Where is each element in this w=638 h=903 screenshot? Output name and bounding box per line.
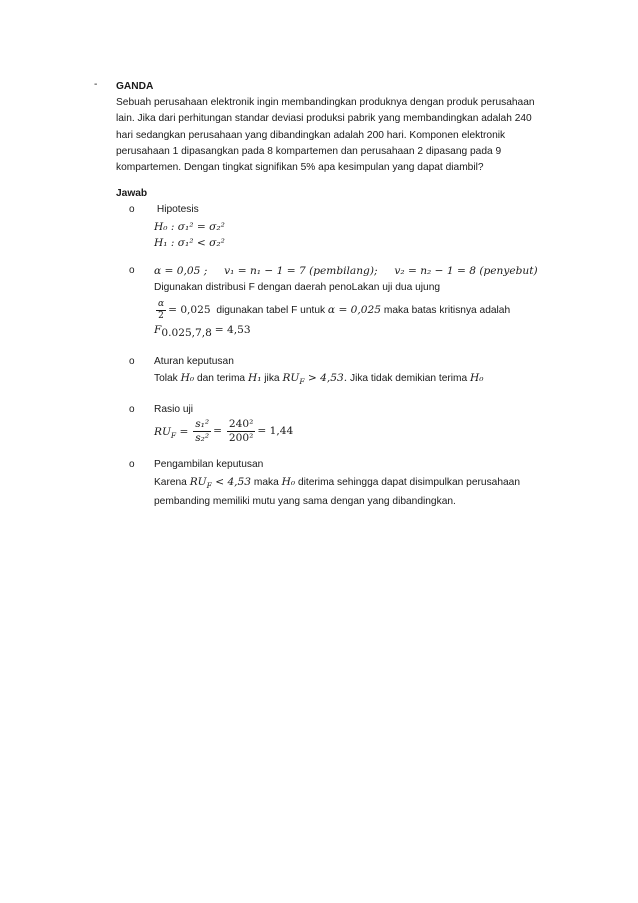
problem-line: kompartemen. Dengan tingkat signifikan 5% apa kesimpulan yang dapat diambil? <box>116 162 484 174</box>
half-alpha-fraction: $\frac{\alpha}{2}$ <box>158 299 165 322</box>
parameter-line <box>154 263 576 280</box>
f-critical-line: $F_{0.025,7,8} = 4,53$ <box>154 324 251 340</box>
problem-statement <box>116 95 576 176</box>
step-rasio-uji <box>116 402 576 445</box>
numeric-fraction: $\frac{\text{240²}}{\text{200²}}$ <box>228 418 254 445</box>
hypothesis-h0: H₀ : σ₁² = σ₂² <box>154 220 225 233</box>
conclusion-line: pembanding memiliki mutu yang sama dengan yang dibandingkan. <box>154 495 456 507</box>
problem-line: lain. Jika dari perhitungan standar deviasi produksi pabrik yang membandingkan adalah 240 <box>116 113 532 125</box>
v2-value: v₂ = n₂ − 1 = 8 (penyebut) <box>394 265 538 278</box>
bullet-icon: o <box>129 265 135 277</box>
conclusion-line: Karena $RU_F < 4,53$ maka H₀ diterima sehingga dapat disimpulkan perusahaan <box>154 475 520 490</box>
bullet-icon: o <box>129 459 135 471</box>
distribution-note: Digunakan distribusi F dengan daerah penoLakan uji dua ujung <box>154 282 441 294</box>
bullet-icon: o <box>129 204 135 216</box>
step-label: Pengambilan keputusan <box>154 459 264 471</box>
problem-line: Sebuah perusahaan elektronik ingin membandingkan produknya dengan produk perusahaan <box>116 97 535 109</box>
answer-label: Jawab <box>116 188 148 200</box>
half-alpha-line: $\frac{\alpha}{2}$ = 0,025 digunakan tabel F untuk α = 0,025 maka batas kritisnya adalah <box>158 299 511 322</box>
step-hipotesis <box>116 202 576 251</box>
hypothesis-h1: H₁ : σ₁² < σ₂² <box>154 236 225 249</box>
alpha-value: α = 0,05 ; <box>154 265 208 278</box>
decision-rule: Tolak H₀ dan terima H₁ jika $RU_F > 4,53$. Jika tidak demikian terima H₀ <box>154 371 484 386</box>
step-aturan-keputusan <box>116 354 576 391</box>
problem-line: perusahaan 1 dipasangkan pada 8 kompartemen dan perusahaan 2 dipasang pada 9 <box>116 145 502 157</box>
list-marker: - <box>94 79 98 90</box>
section-heading: GANDA <box>116 81 154 92</box>
step-label: Hipotesis <box>156 204 199 216</box>
variance-fraction: $\frac{\text{s₁²}}{\text{s₂²}}$ <box>195 418 210 445</box>
step-parameters <box>116 263 576 342</box>
bullet-icon: o <box>129 404 135 416</box>
test-ratio-formula: $RU_F$ = $\frac{\text{s₁²}}{\text{s₂²}}$ = $\frac{\text{240²}}{\text{200²}}$ = 1,44 <box>154 418 294 445</box>
document-content <box>116 79 576 510</box>
bullet-icon: o <box>129 355 135 367</box>
problem-line: hari sedangkan perusahaan yang dibandingkan adalah 200 hari. Komponen elektronik <box>116 129 506 141</box>
step-pengambilan-keputusan <box>116 457 576 510</box>
v1-value: v₁ = n₁ − 1 = 7 (pembilang); <box>224 265 378 278</box>
step-label: Rasio uji <box>154 404 194 416</box>
step-label: Aturan keputusan <box>154 355 234 367</box>
